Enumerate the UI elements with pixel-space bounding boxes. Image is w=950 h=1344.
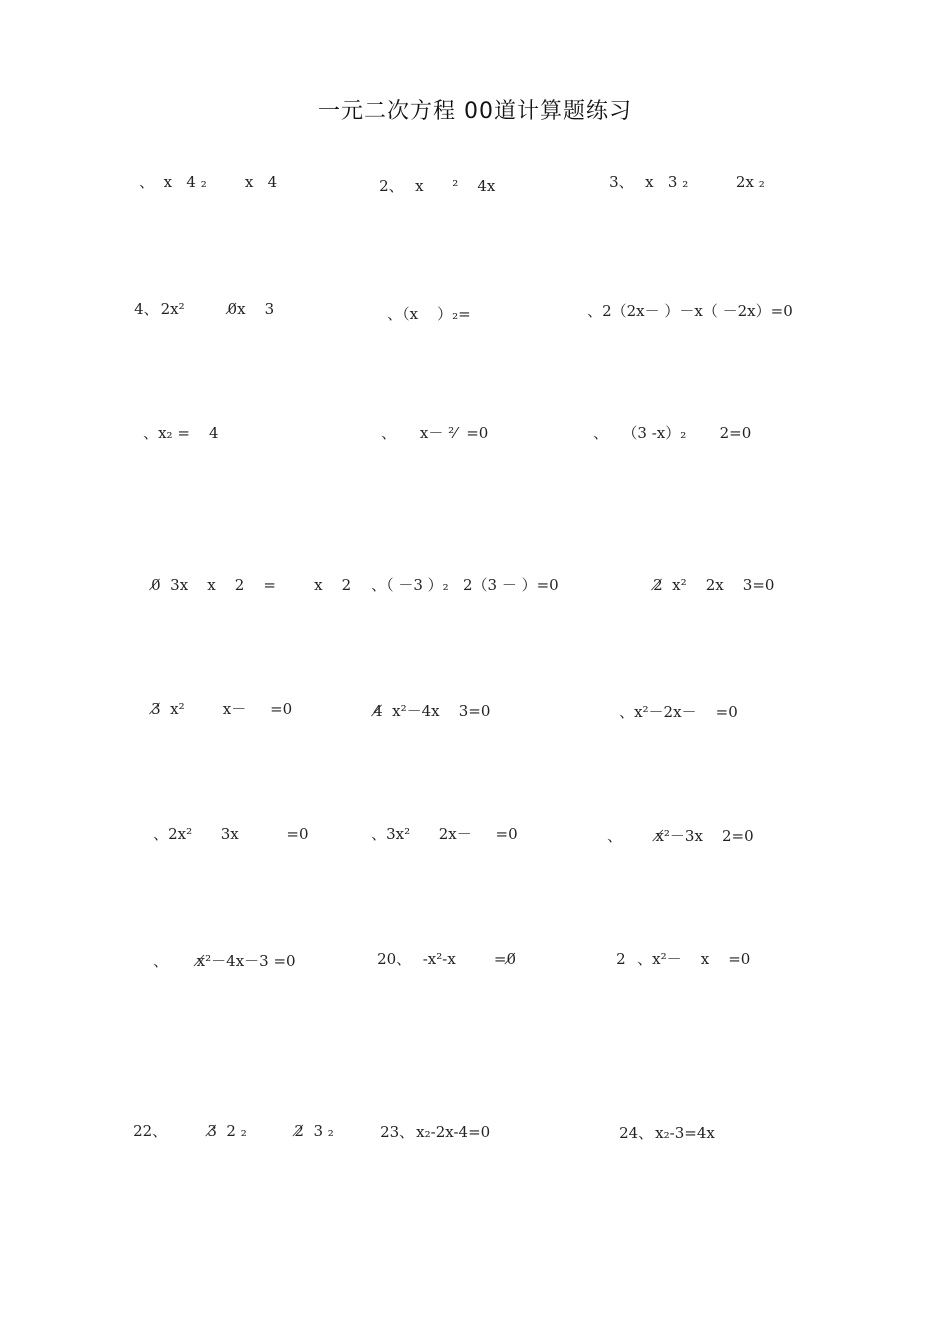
problem-number: 24、	[619, 1124, 654, 1142]
problem-18	[586, 806, 754, 866]
problem-number: 23、	[380, 1123, 415, 1141]
problem-14	[352, 681, 490, 741]
problem-expression: x₂-3=4x	[655, 1124, 715, 1142]
problem-20	[358, 929, 516, 989]
problem-22	[114, 1101, 334, 1161]
problem-15	[598, 682, 738, 742]
problem-4	[115, 279, 274, 339]
problem-11	[350, 555, 559, 615]
problem-expression: 、3x² 2x－ =0	[371, 825, 518, 843]
problem-12	[632, 555, 774, 615]
problem-7	[122, 403, 219, 463]
problem-8	[360, 403, 488, 463]
problem-expression: 、（x ）₂=	[387, 305, 471, 323]
problem-expression: 3̸ x² x－ =0	[151, 700, 293, 718]
problem-number: 22、	[133, 1122, 168, 1140]
problem-expression: 、 x 4 ₂ x 4	[139, 173, 278, 191]
problem-number: 4、	[134, 300, 159, 318]
problem-2	[360, 156, 495, 216]
problem-13	[130, 679, 292, 739]
problem-1	[118, 152, 277, 212]
problem-expression: 、 x̸²－3x 2=0	[607, 827, 754, 845]
problem-expression: 、x²－2x－ =0	[619, 703, 738, 721]
problem-expression: 、2x² 3x =0	[153, 825, 309, 843]
page-title: 一元二次方程 00道计算题练习	[318, 99, 632, 124]
problem-expression: 、x²－ x =0	[627, 950, 751, 968]
problem-expression: 2x² 0̸x 3	[160, 300, 275, 318]
problem-expression: 0̸ 3x x 2 = x 2	[151, 576, 352, 594]
problem-expression: 2̸ x² 2x 3=0	[653, 576, 775, 594]
problem-19	[132, 931, 296, 991]
problem-number: 3、	[609, 173, 634, 191]
problem-9	[572, 403, 751, 463]
problem-expression: 、x₂ = 4	[143, 424, 219, 442]
problem-expression: -x²-x =0̸	[413, 950, 517, 968]
problem-16	[132, 804, 309, 864]
problem-expression: 、 x̸²－4x－3 =0	[153, 952, 296, 970]
problem-5	[366, 284, 471, 344]
problem-expression: 、2（2x－ ）－x（ －2x）=0	[587, 302, 793, 320]
problem-10	[130, 555, 351, 615]
problem-expression: 、 x－ ²⁄ =0	[381, 424, 489, 442]
problem-6	[566, 281, 793, 341]
problem-23	[361, 1102, 490, 1162]
problem-number: 2、	[379, 177, 404, 195]
problem-expression: 4̸ x²－4x 3=0	[373, 702, 491, 720]
problem-expression: 3̸ 2 ₂ 2̸ 3 ₂	[169, 1122, 334, 1140]
problem-number: 2	[616, 950, 626, 968]
problem-3	[590, 152, 765, 212]
problem-expression: x₂-2x-4=0	[416, 1123, 491, 1141]
problem-expression: x ² 4x	[405, 177, 496, 195]
problem-number: 20、	[377, 950, 412, 968]
problem-expression: 、（ －3 ）₂ 2（3 － ）=0	[371, 576, 559, 594]
problem-expression: x 3 ₂ 2x ₂	[635, 173, 765, 191]
problem-24	[600, 1103, 715, 1163]
problem-17	[350, 804, 518, 864]
problem-expression: 、 （3 -x）₂ 2=0	[593, 424, 752, 442]
problem-21	[597, 929, 750, 989]
